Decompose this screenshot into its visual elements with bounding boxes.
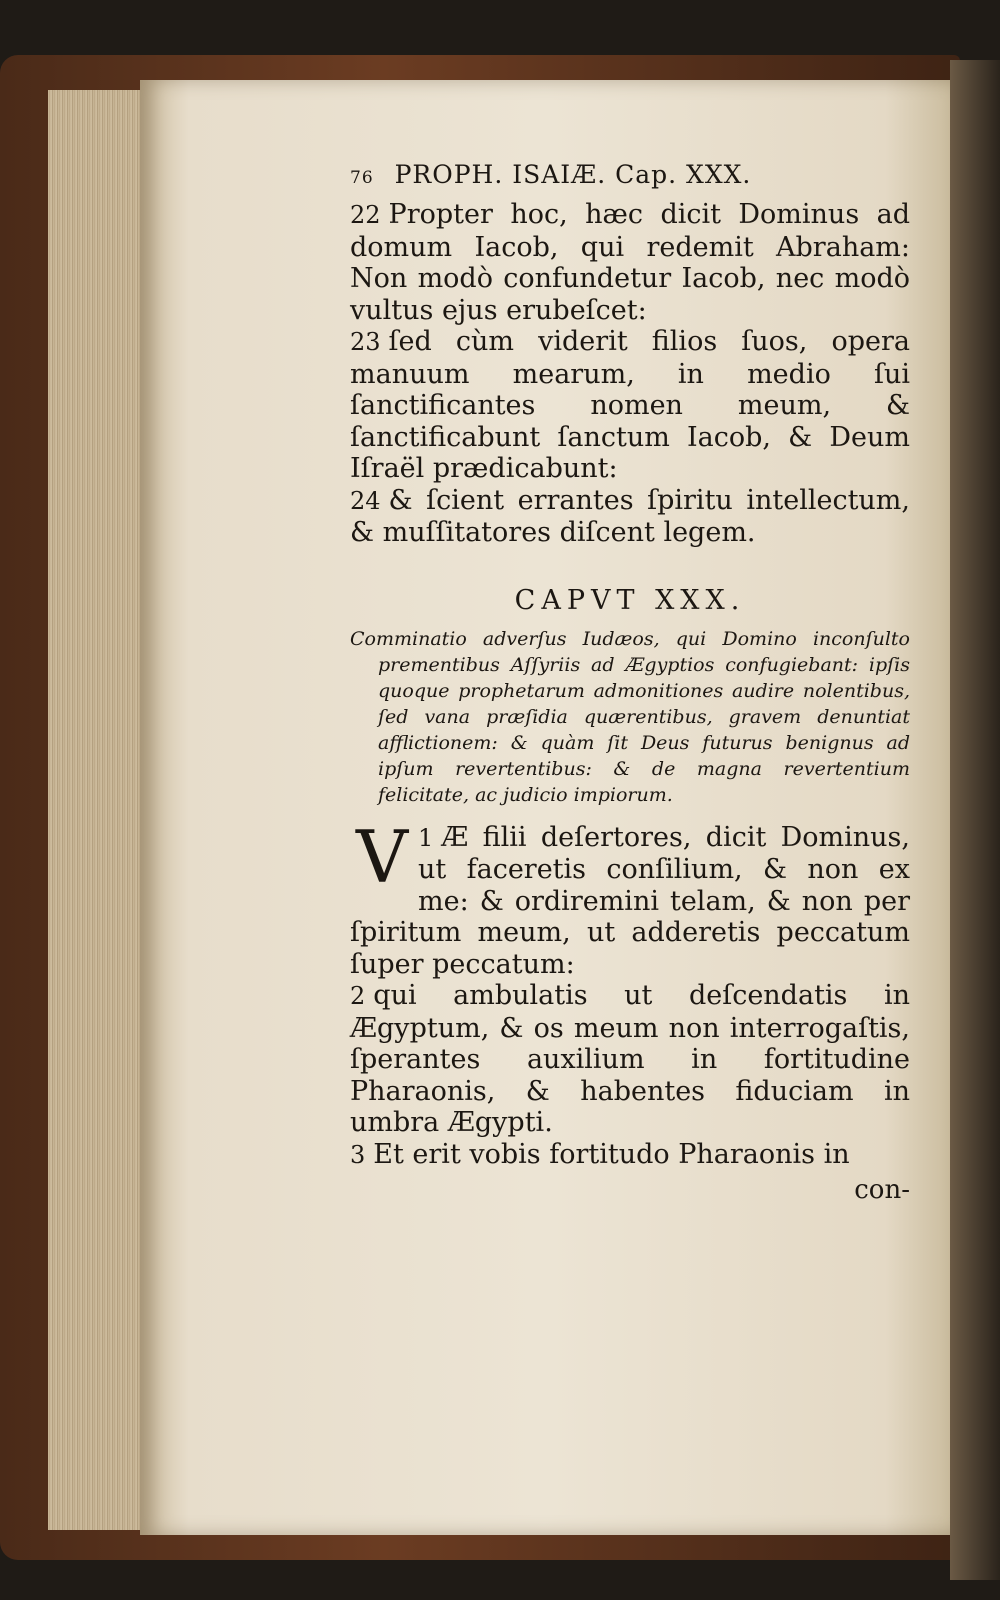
verse-number: 1 xyxy=(418,823,434,852)
catchword: con- xyxy=(854,1175,910,1205)
verse-3 xyxy=(350,1139,910,1172)
verse-text: Æ filii deſertores, dicit Dominus, ut faceretis conſilium, & non ex me: & ordiremini telam, & non per ſpiritum meum, ut adderetis peccatum ſuper peccatum: xyxy=(350,821,910,980)
verse-text: ſed cùm viderit filios ſuos, opera manuum mearum, in medio ſui ſanctificantes nomen meum, & ſanctificabunt ſanctum Iacob, & Deum Iſraël prædicabunt: xyxy=(350,326,910,484)
chapter-heading: CAPVT XXX. xyxy=(514,584,746,616)
verse-number: 3 xyxy=(350,1140,366,1169)
facing-page-edge xyxy=(950,60,1000,1580)
chapter-summary: Comminatio adverſus Iudæos, qui Domino inconſulto prementibus Aſſyriis ad Ægyptios confugiebant: ipſis quoque prophetarum admonitiones audire nolentibus, ſed vana præſidia quærentibus, gravem denuntiat afflictionem: & quàm ſit Deus futurus benignus ad ipſum revertentibus: & de magna revertentium felicitate, ac judicio impiorum. xyxy=(350,627,910,806)
drop-capital: V xyxy=(356,814,408,899)
page-number: 76 xyxy=(350,168,374,188)
verse-text: & ſcient errantes ſpiritu intellectum, & muſſitatores diſcent legem. xyxy=(350,484,910,548)
verse-2 xyxy=(350,980,910,1139)
verse-24 xyxy=(350,485,910,549)
verse-text: Et erit vobis fortitudo Pharaonis in xyxy=(373,1138,850,1170)
verse-number: 23 xyxy=(350,328,381,356)
verse-1 xyxy=(350,814,910,981)
verse-number: 22 xyxy=(350,201,381,229)
running-head xyxy=(350,160,910,189)
verse-number: 24 xyxy=(350,486,381,515)
verse-22 xyxy=(350,199,910,326)
verse-number: 2 xyxy=(350,982,366,1010)
verse-23 xyxy=(350,326,910,485)
verse-text: qui ambulatis ut deſcendatis in Ægyptum, & os meum non interrogaſtis, ſperantes auxilium in fortitudine Pharaonis, & habentes fiduciam in umbra Ægypti. xyxy=(350,980,910,1138)
verse-text: Propter hoc, hæc dicit Dominus ad domum Iacob, qui redemit Abraham: Non modò confundetur Iacob, nec modò vultus ejus erubeſcet: xyxy=(350,199,910,326)
running-title: PROPH. ISAIÆ. Cap. XXX. xyxy=(394,160,752,189)
page-text xyxy=(350,160,910,1205)
